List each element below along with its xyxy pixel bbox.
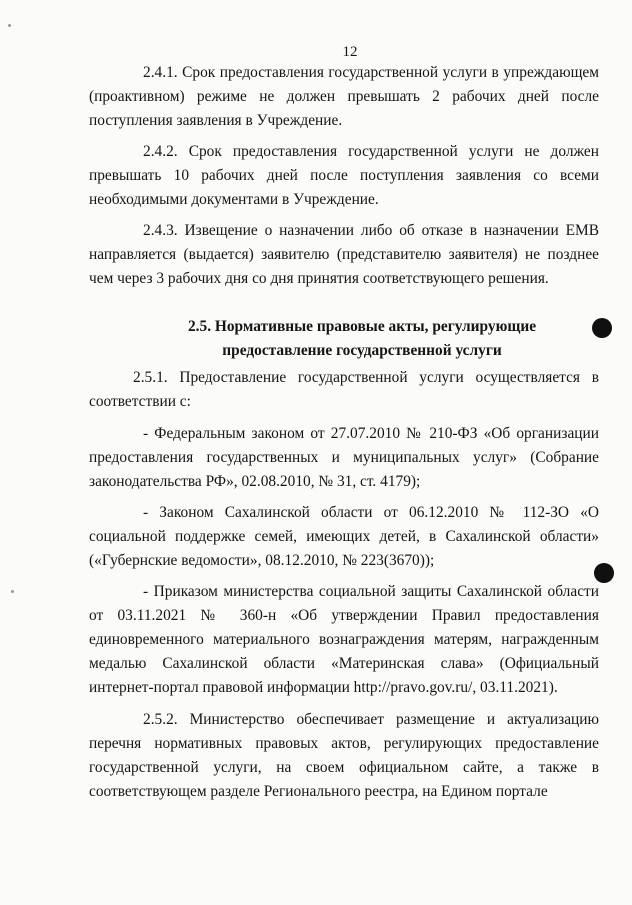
paragraph-2-4-1: 2.4.1. Срок предоставления государственной услуги в упреждающем (проактивном) режиме не должен превышать 2 рабочих дней после поступления заявления в Учреждение. [89,64,599,129]
paragraph-2-5-1: 2.5.1. Предоставление государственной услуги осуществляется в соответствии с: [89,369,599,410]
section-heading-2-5-line-2: предоставление государственной услуги [222,342,502,359]
document-body [89,61,599,804]
list-item-federal-law: - Федеральным законом от 27.07.2010 № 210-ФЗ «Об организации предоставления государственных и муниципальных услуг» (Собрание законодательства РФ», 02.08.2010, № 31, ст. 4179); [89,425,599,490]
section-heading-2-5-line-1: 2.5. Нормативные правовые акты, регулирующие [187,318,537,335]
list-item-regional-law: - Законом Сахалинской области от 06.12.2010 № 112-ЗО «О социальной поддержке семей, имеющих детей, в Сахалинской области» («Губернские ведомости», 08.12.2010, № 223(3670)); [89,504,599,569]
scan-speck [11,590,14,593]
paragraph-2-4-3: 2.4.3. Извещение о назначении либо об отказе в назначении ЕМВ направляется (выдается) заявителю (представителю заявителя) не позднее чем через 3 рабочих дня со дня принятия соответствующего решения. [89,222,599,287]
paragraph-2-5-2: 2.5.2. Министерство обеспечивает размещение и актуализацию перечня нормативных правовых актов, регулирующих предоставление государственной услуги, на своем официальном сайте, а также в соответствующем разделе Регионального реестра, на Едином портале [89,711,599,800]
paragraph-2-4-2: 2.4.2. Срок предоставления государственной услуги не должен превышать 10 рабочих дней после поступления заявления со всеми необходимыми документами в Учреждение. [89,143,599,208]
punch-hole-bottom [594,563,614,583]
punch-hole-top [592,318,612,338]
page-number: 12 [342,44,358,60]
list-item-ministry-order: - Приказом министерства социальной защиты Сахалинской области от 03.11.2021 № 360-н «Об утверждении Правил предоставления единовременного материального вознаграждения матерям, награжденным медалью Сахалинской области «Материнская слава» (Официальный интернет-портал правовой информации http://pravo.gov.ru/, 03.11.2021). [89,583,599,696]
scan-speck [8,24,11,27]
